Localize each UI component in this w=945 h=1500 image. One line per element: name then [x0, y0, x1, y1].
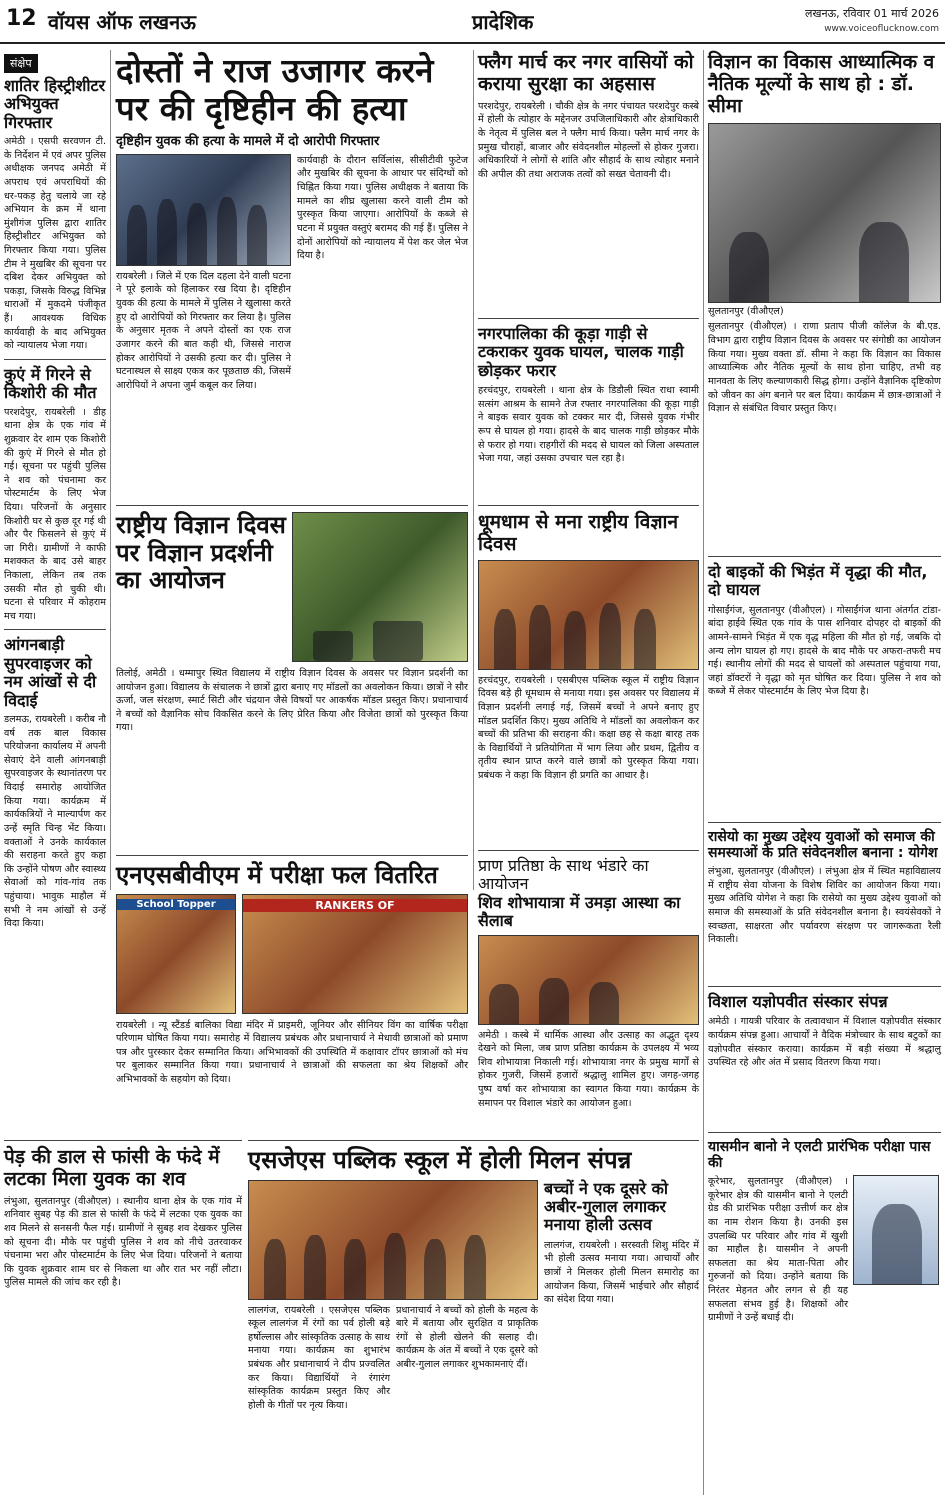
nss-body: लंभुआ, सुलतानपुर (वीऔएल) । लंभुआ क्षेत्र में स्थित महाविद्यालय में राष्ट्रीय सेवा योजना के विशेष शिविर का आयोजन किया गया। मुख्य अतिथि योगेश ने कहा कि रासेयो का मुख्य उद्देश्य युवाओं को समाज की समस्याओं के प्रति संवेदनशील बनाना है। स्वयंसेवकों ने स्वच्छता, साक्षरता और पर्यावरण संरक्षण पर जागरूकता रैली निकाली। — [708, 866, 941, 946]
holi-story — [248, 1140, 699, 1495]
briefs-column — [4, 52, 106, 930]
divider — [116, 505, 468, 506]
bike-collision-body: गोसाईंगंज, सुलतानपुर (वीऔएल) । गोसाईंगंज थाना अंतर्गत टांडा-बांदा हाईवे स्थित एक गांव के पास शनिवार दोपहर दो बाइकों की आमने-सामने भिड़ंत में एक वृद्ध महिला की मौत हो गई, जबकि दो अन्य लोग घायल हो गए। हादसे के बाद मौके पर अफरा-तफरी मच गई। स्थानीय लोगों की मदद से घायलों को अस्पताल पहुंचाया गया, जहां डॉक्टरों ने वृद्धा को मृत घोषित कर दिया। पुलिस ने शव को कब्जे में लेकर पोस्टमार्टम के लिए भेज दिया है। — [708, 604, 941, 698]
science-day-body: हरचंदपुर, रायबरेली । एसबीएस पब्लिक स्कूल में राष्ट्रीय विज्ञान दिवस बड़े ही धूमधाम से मनाया गया। इस अवसर पर विद्यालय में विज्ञान प्रदर्शनी लगाई गई, जिसमें बच्चों ने अपने बनाए हुए मॉडल प्रदर्शित किए। मुख्य अतिथि ने मॉडलों का अवलोकन कर बच्चों की प्रतिभा की सराहना की। कक्षा छह से कक्षा बारह तक के विद्यार्थियों ने प्रतियोगिता में भाग लिया और प्रथम, द्वितीय व तृतीय स्थान प्राप्त करने वाले छात्रों को पुरस्कृत किया गया। प्रबंधक ने कहा कि विज्ञान ही प्रगति का आधार है। — [478, 674, 699, 781]
science-exhibition-story — [116, 505, 468, 850]
seminar-body: सुलतानपुर (वीऔएल) । राणा प्रताप पीजी कॉलेज के बी.एड. विभाग द्वारा राष्ट्रीय विज्ञान दिवस के अवसर पर संगोष्ठी का आयोजन किया गया। मुख्य वक्ता डॉ. सीमा ने कहा कि विज्ञान का विकास आध्यात्मिक और नैतिक मूल्यों के साथ होना चाहिए, तभी वह मानवता के लिए कल्याणकारी सिद्ध होगा। उन्होंने वैज्ञानिक दृष्टिकोण को जीवन का अंग बनाने पर बल दिया। कार्यक्रम में छात्र-छात्राओं ने विज्ञान से संबंधित विचार प्रस्तुत किए। — [708, 321, 941, 415]
divider — [708, 986, 941, 987]
flag-march-story — [478, 52, 699, 314]
holi-body-part-2: प्रधानाचार्य ने बच्चों को होली के महत्व के बारे में बताया और सुरक्षित व प्राकृतिक रंगों से होली खेलने की सलाह दी। कार्यक्रम के अंत में बच्चों ने एक दूसरे को अबीर-गुलाल लगाकर शुभकामनाएं दीं। — [396, 1304, 538, 1371]
divider — [248, 1140, 699, 1141]
lead-story — [116, 52, 468, 502]
police-press-photo — [116, 154, 291, 266]
school-topper-banner: School Topper — [117, 899, 235, 910]
holi-photo — [248, 1180, 538, 1300]
divider — [478, 318, 699, 319]
divider — [478, 850, 699, 851]
yagyopavit-headline: विशाल यज्ञोपवीत संस्कार संपन्न — [708, 992, 888, 1011]
divider — [708, 556, 941, 557]
procession-body: अमेठी । कस्बे में धार्मिक आस्था और उत्साह का अद्भुत दृश्य देखने को मिला, जब प्राण प्रतिष्ठा कार्यक्रम के उपलक्ष्य में भव्य शिव शोभायात्रा निकाली गई। शोभायात्रा नगर के प्रमुख मार्गों से होकर गुजरी, जिसमें हजारों श्रद्धालु शामिल हुए। जगह-जगह पुष्प वर्षा कर शोभायात्रा का स्वागत किया गया। कार्यक्रम के समापन पर विशाल भंडारे का आयोजन हुआ। — [478, 1029, 699, 1109]
nss-story — [708, 822, 941, 982]
brief-3-body: डलमऊ, रायबरेली । करीब नौ वर्ष तक बाल विकास परियोजना कार्यालय में अपनी सेवाएं देने वाली आंगनबाड़ी सुपरवाइजर के स्थानांतरण पर विदाई समारोह आयोजित किया गया। कार्यक्रम में कार्यकत्रियों ने माल्यार्पण कर उन्हें स्मृति चिन्ह भेंट किया। वक्ताओं ने उनके कार्यकाल की सराहना करते हुए कहा कि उन्होंने पोषण और स्वास्थ्य सेवाओं को गांव-गांव तक पहुंचाया। भावुक माहौल में सभी ने नम आंखों से उन्हें विदा किया। — [4, 714, 106, 930]
holi-side-headline: बच्चों ने एक दूसरे को अबीर-गुलाल लगाकर मनाया होली उत्सव — [544, 1178, 669, 1235]
procession-story — [478, 850, 699, 1140]
divider — [4, 1140, 242, 1141]
procession-headline: शिव शोभायात्रा में उमड़ा आस्था का सैलाब — [478, 892, 681, 931]
exam-pass-body: कूरेभार, सुलतानपुर (वीऔएल) । कूरेभार क्षेत्र की यासमीन बानो ने एलटी ग्रेड की प्रारंभिक परीक्षा उत्तीर्ण कर क्षेत्र का नाम रोशन किया है। उनकी इस उपलब्धि पर परिवार और गांव में खुशी का माहौल है। यासमीन ने अपनी सफलता का श्रेय माता-पिता और गुरुजनों को दिया। उन्होंने बताया कि निरंतर मेहनत और लगन से ही यह सफलता संभव हुई है। शिक्षकों और ग्रामीणों ने उन्हें बधाई दी। — [708, 1176, 848, 1324]
science-day-story — [478, 505, 699, 845]
paper-name: वॉयस ऑफ लखनऊ — [48, 10, 196, 34]
science-day-headline: धूमधाम से मना राष्ट्रीय विज्ञान दिवस — [478, 511, 679, 555]
page-number: 12 — [6, 6, 37, 31]
bike-collision-story — [708, 556, 941, 818]
results-body: रायबरेली । न्यू स्टैंडर्ड बालिका विद्या मंदिर में प्राइमरी, जूनियर और सीनियर विंग का वार्षिक परीक्षा परिणाम घोषित किया गया। समारोह में विद्यालय प्रबंधक और प्रधानाचार्य ने मेधावी छात्राओं को प्रमाण पत्र और पुरस्कार देकर सम्मानित किया। अभिभावकों की उपस्थिति में कक्षावार टॉपर छात्राओं को मंच पर बुलाकर सम्मानित किया गया। प्रधानाचार्य ने छात्राओं की सफलता का श्रेय शिक्षकों और अभिभावकों के सहयोग को दिया। — [116, 1019, 468, 1086]
brief-1-headline: शातिर हिस्ट्रीशीटर अभियुक्त गिरफ्तार — [4, 76, 106, 132]
brief-2-body: परशदेपुर, रायबरेली । डीह थाना क्षेत्र के एक गांव में शुक्रवार देर शाम एक किशोरी की कुएं में गिरने से मौत हो गई। सूचना पर पहुंची पुलिस ने शव को पंचनामा कर पोस्टमार्टम के लिए भेज दिया। परिजनों के अनुसार किशोरी घर से कुछ दूर गई थी और पैर फिसलने से कुएं में जा गिरी। ग्रामीणों ने काफी मशक्कत के बाद उसे बाहर निकाला, लेकिन तब तक उसकी मौत हो चुकी थी। घटना से परिवार में कोहराम मच गया। — [4, 406, 106, 622]
exhibition-headline: राष्ट्रीय विज्ञान दिवस पर विज्ञान प्रदर्शनी का आयोजन — [116, 511, 286, 595]
divider — [116, 855, 468, 856]
divider — [708, 1132, 941, 1133]
flag-march-headline: फ्लैग मार्च कर नगर वासियों को कराया सुरक्षा का अहसास — [478, 51, 694, 95]
masthead — [0, 0, 945, 44]
garbage-truck-body: हरचंदपुर, रायबरेली । थाना क्षेत्र के डिडौली स्थित राधा स्वामी सत्संग आश्रम के सामने तेज रफ्तार नगरपालिका की कूड़ा गाड़ी ने बाइक सवार युवक को टक्कर मार दी, जिससे युवक गंभीर रूप से घायल हो गया। हादसे के बाद चालक गाड़ी छोड़कर मौके से फरार हो गया। राहगीरों की मदद से घायल को जिला अस्पताल भेजा गया, जहां उसका उपचार चल रहा है। — [478, 385, 699, 465]
bike-collision-headline: दो बाइकों की भिड़ंत में वृद्धा की मौत, दो घायल — [708, 562, 928, 600]
exam-pass-headline: यासमीन बानो ने एलटी प्रारंभिक परीक्षा पास की — [708, 1139, 931, 1172]
divider — [4, 629, 106, 630]
seminar-photo — [708, 123, 941, 303]
lead-body-part-2: कार्यवाही के दौरान सर्विलांस, सीसीटीवी फुटेज और मुखबिर की सूचना के आधार पर संदिग्धों को चिह्नित किया गया। पुलिस अधीक्षक ने बताया कि मामले का शीघ्र खुलासा करने वाली टीम को पुरस्कृत किया जाएगा। आरोपियों के कब्जे से घटना में प्रयुक्त वस्तुएं बरामद की गई हैं। पुलिस ने दोनों आरोपियों को न्यायालय में पेश कर जेल भेज दिया है। — [297, 154, 468, 262]
holi-headline: एसजेएस पब्लिक स्कूल में होली मिलन संपन्न — [248, 1146, 632, 1174]
rankers-banner: RANKERS OF — [243, 899, 467, 912]
garbage-truck-story — [478, 318, 699, 500]
holi-body-part-3: लालगंज, रायबरेली । सरस्वती शिशु मंदिर में भी होली उत्सव मनाया गया। आचार्यों और छात्रों ने मिलकर होली मिलन समारोह का आयोजन किया, जिसमें भाईचारे और सौहार्द का संदेश दिया गया। — [544, 1239, 699, 1306]
results-story — [116, 855, 468, 1135]
results-headline: एनएसबीवीएम में परीक्षा फल वितरित — [116, 861, 438, 889]
dateline: लखनऊ, रविवार 01 मार्च 2026 — [804, 7, 939, 20]
lead-subheadline: दृष्टिहीन युवक की हत्या के मामले में दो आरोपी गिरफ्तार — [116, 133, 380, 149]
exam-pass-story — [708, 1132, 941, 1495]
brief-2-headline: कुएं में गिरने से किशोरी की मौत — [4, 364, 97, 403]
exhibition-body: तिलोई, अमेठी । धम्मापुर स्थित विद्यालय में राष्ट्रीय विज्ञान दिवस के अवसर पर विज्ञान प्रदर्शनी का आयोजन हुआ। विद्यालय के संचालक ने छात्रों द्वारा बनाए गए मॉडलों का अवलोकन किया। छात्रों ने सौर ऊर्जा, जल संरक्षण, स्मार्ट सिटी और चंद्रयान जैसे विषयों पर आकर्षक मॉडल प्रस्तुत किए। प्रधानाचार्य ने बच्चों को वैज्ञानिक सोच विकसित करने के लिए प्रेरित किया और विजेता छात्रों को पुरस्कृत किया गया। — [116, 668, 468, 734]
brief-1-body: अमेठी । एसपी सरवणन टी. के निर्देशन में एवं अपर पुलिस अधीक्षक जनपद अमेठी में अपराध एवं अपराधियों की धर-पकड़ हेतु चलाये जा रहे अभियान के क्रम में थाना मुंशीगंज पुलिस द्वारा शातिर हिस्ट्रीशीटर अभियुक्त को गिरफ्तार किया गया। पुलिस टीम ने मुखबिर की सूचना पर दबिश देकर अभियुक्त को पकड़ा, जिसके विरुद्ध विभिन्न धाराओं में मुकदमे पंजीकृत हैं। आवश्यक विधिक कार्यवाही के बाद अभियुक्त को न्यायालय भेजा गया। — [4, 136, 106, 352]
briefs-kicker: संक्षेप — [4, 54, 38, 73]
section-name: प्रादेशिक — [472, 10, 534, 34]
divider — [4, 359, 106, 360]
brief-3-headline: आंगनबाड़ी सुपरवाइजर को नम आंखों से दी विदाई — [4, 635, 97, 710]
website-link[interactable]: www.voiceoflucknow.com — [824, 24, 939, 34]
candidate-portrait — [853, 1175, 939, 1285]
garbage-truck-headline: नगरपालिका की कूड़ा गाड़ी से टकराकर युवक घायल, चालक गाड़ी छोड़कर फरार — [478, 324, 684, 380]
hanging-headline: पेड़ की डाल से फांसी के फंदे में लटका मिला युवक का शव — [4, 1146, 220, 1190]
column-rule — [703, 50, 704, 1495]
yagyopavit-story — [708, 986, 941, 1128]
science-day-photo — [478, 560, 699, 670]
nss-headline: रासेयो का मुख्य उद्देश्य युवाओं को समाज की समस्याओं के प्रति संवेदनशील बनाना : योगेश — [708, 829, 938, 862]
lead-headline: दोस्तों ने राज उजागर करने पर की दृष्टिहीन की हत्या — [116, 51, 434, 128]
column-rule — [110, 50, 111, 890]
column-rule — [473, 50, 474, 890]
seminar-photo-caption: सुलतानपुर (वीऔएल) — [708, 305, 784, 317]
procession-photo — [478, 935, 699, 1025]
procession-kicker-headline: प्राण प्रतिष्ठा के साथ भंडारे का आयोजन — [478, 856, 649, 894]
divider — [708, 822, 941, 823]
topper-photo-left — [116, 894, 236, 1014]
hanging-story — [4, 1140, 242, 1495]
topper-photo-right — [242, 894, 468, 1014]
lead-body-part-1: रायबरेली । जिले में एक दिल दहला देने वाली घटना ने पूरे इलाके को हिलाकर रख दिया है। दृष्टिहीन युवक की हत्या के मामले में पुलिस ने खुलासा करते हुए दो आरोपियों को गिरफ्तार कर लिया है। पुलिस के अनुसार मृतक ने अपने दोस्तों का एक राज उजागर करने की बात कही थी, जिससे नाराज होकर आरोपियों ने उसकी हत्या कर दी। पुलिस ने घटनास्थल से साक्ष्य एकत्र कर पूछताछ की, जिसमें आरोपियों ने अपना जुर्म कबूल कर लिया। — [116, 270, 291, 391]
flag-march-body: परशदेपुर, रायबरेली । चौकी क्षेत्र के नगर पंचायत परशदेपुर कस्बे में होली के त्योहार के मद्देनजर उपजिलाधिकारी और क्षेत्राधिकारी के नेतृत्व में पुलिस बल ने फ्लैग मार्च किया। फ्लैग मार्च नगर के प्रमुख चौराहों, बाजार और संवेदनशील मोहल्लों से होकर गुजरा। अधिकारियों ने लोगों से शांति और सौहार्द के साथ त्योहार मनाने की अपील की तथा अराजक तत्वों को सख्त चेतावनी दी। — [478, 100, 699, 180]
holi-body-part-1: लालगंज, रायबरेली । एसजेएस पब्लिक स्कूल लालगंज में रंगों का पर्व होली बड़े हर्षोल्लास और सांस्कृतिक उत्साह के साथ मनाया गया। कार्यक्रम का शुभारंभ प्रबंधक और प्रधानाचार्य ने दीप प्रज्वलित कर किया। विद्यार्थियों ने रंगारंग सांस्कृतिक कार्यक्रम प्रस्तुत किए और होली के गीतों पर नृत्य किया। — [248, 1304, 390, 1411]
hanging-body: लंभुआ, सुलतानपुर (वीऔएल) । स्थानीय थाना क्षेत्र के एक गांव में शनिवार सुबह पेड़ की डाल से फांसी के फंदे में लटका एक युवक का शव मिलने से सनसनी फैल गई। ग्रामीणों ने सुबह शव देखकर पुलिस को सूचना दी। मौके पर पहुंची पुलिस ने शव को नीचे उतरवाकर पंचनामा भरा और पोस्टमार्टम के लिए भेज दिया। परिजनों ने बताया कि युवक शुक्रवार शाम घर से निकला था और रात भर नहीं लौटा। पुलिस मामले की जांच कर रही है। — [4, 1195, 242, 1289]
seminar-story — [708, 52, 941, 552]
exhibition-photo — [292, 512, 468, 662]
seminar-headline: विज्ञान का विकास आध्यात्मिक व नैतिक मूल्यों के साथ हो : डॉ. सीमा — [708, 51, 935, 117]
divider — [478, 505, 699, 506]
yagyopavit-body: अमेठी । गायत्री परिवार के तत्वावधान में विशाल यज्ञोपवीत संस्कार कार्यक्रम संपन्न हुआ। आचार्यों ने वैदिक मंत्रोच्चार के साथ बटुकों का यज्ञोपवीत संस्कार कराया। कार्यक्रम में बड़ी संख्या में श्रद्धालु उपस्थित रहे और अंत में प्रसाद वितरण किया गया। — [708, 1016, 941, 1069]
